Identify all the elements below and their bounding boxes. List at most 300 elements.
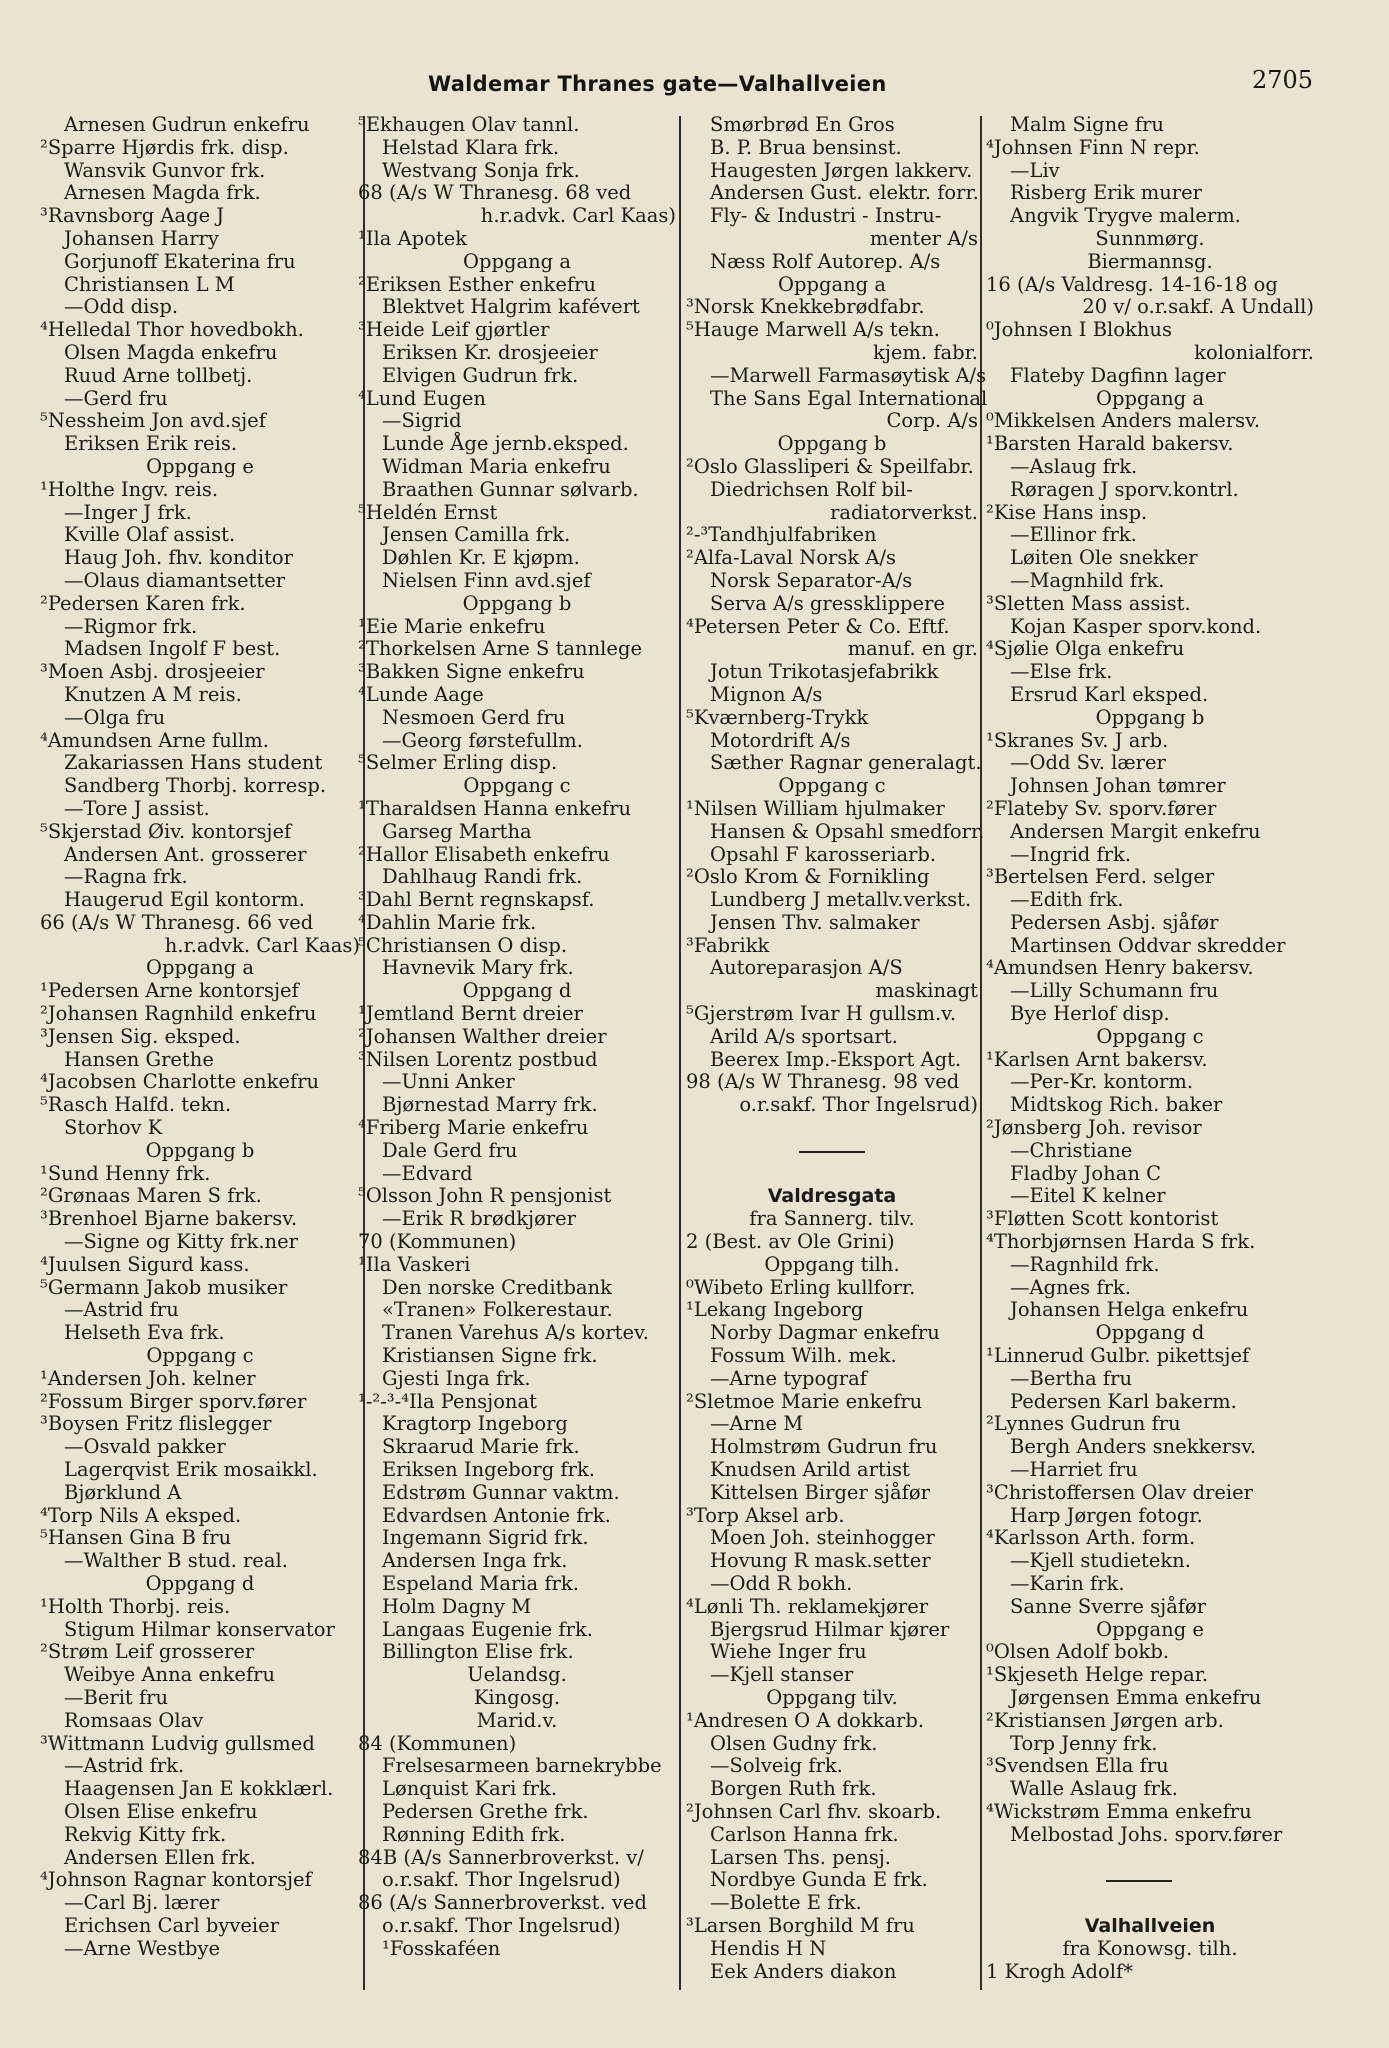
section-label: Marid.v. <box>476 1708 558 1732</box>
directory-entry: ⁵Germann Jakob musiker <box>40 1275 288 1299</box>
directory-entry: Pedersen Karl bakerm. <box>1010 1389 1237 1413</box>
directory-entry: Melbostad Johs. sporv.fører <box>1010 1822 1283 1846</box>
directory-entry: ²Sparre Hjørdis frk. disp. <box>40 135 289 159</box>
directory-entry: —Ellinor frk. <box>1010 523 1137 547</box>
directory-entry: ³Norsk Knekkebrødfabr. <box>686 295 925 319</box>
directory-entry: Angvik Trygve malerm. <box>1010 204 1241 228</box>
directory-entry: —Harriet fru <box>1010 1458 1138 1482</box>
directory-entry: ²Oslo Krom & Fornikling <box>686 865 930 889</box>
directory-entry: Johansen Helga enkefru <box>1010 1298 1249 1322</box>
directory-entry: Andersen Ellen frk. <box>64 1845 256 1869</box>
directory-entry: —Sigrid <box>382 409 462 433</box>
directory-entry: ³Svendsen Ella fru <box>986 1754 1169 1778</box>
directory-entry: 1 Krogh Adolf* <box>986 1959 1133 1983</box>
directory-entry: Torp Jenny frk. <box>1010 1731 1158 1755</box>
directory-entry: —Karin frk. <box>1010 1572 1125 1595</box>
directory-entry: Widman Maria enkefru <box>382 454 611 478</box>
directory-entry: B. P. Brua bensinst. <box>710 135 902 159</box>
directory-entry: ⁴Wickstrøm Emma enkefru <box>986 1799 1252 1823</box>
directory-entry: Langaas Eugenie frk. <box>382 1617 593 1641</box>
directory-entry: Johansen Harry <box>64 226 219 250</box>
directory-entry: Norsk Separator-A/s <box>710 568 913 592</box>
directory-entry: ¹Andersen Joh. kelner <box>40 1366 256 1390</box>
directory-entry: Larsen Ths. pensj. <box>710 1845 892 1869</box>
directory-entry: —Ragnhild frk. <box>1010 1252 1160 1276</box>
directory-entry: —Liv <box>1010 158 1060 182</box>
directory-entry: ¹Pedersen Arne kontorsjef <box>40 979 299 1003</box>
directory-entry: Flateby Dagfinn lager <box>1010 363 1226 387</box>
directory-entry: —Aslaug frk. <box>1010 454 1138 478</box>
section-label: Sunnmørg. <box>1095 226 1205 250</box>
directory-entry: Den norske Creditbank <box>382 1275 612 1299</box>
directory-entry: Bjørnestad Marry frk. <box>382 1093 598 1117</box>
directory-entry: Pedersen Grethe frk. <box>382 1799 589 1823</box>
directory-entry: Ersrud Karl eksped. <box>1010 682 1209 706</box>
directory-entry: ³Nilsen Lorentz postbud <box>358 1047 598 1071</box>
directory-entry: ¹Ila Vaskeri <box>358 1252 471 1276</box>
directory-entry: ⁴Karlsson Arth. form. <box>986 1526 1196 1550</box>
directory-entry: Olsen Magda enkefru <box>64 340 278 364</box>
section-divider <box>686 1140 978 1163</box>
section-label: Uelandsg. <box>467 1663 567 1687</box>
directory-entry: Beerex Imp.-Eksport Agt. <box>710 1047 962 1071</box>
section-label: Kingosg. <box>473 1685 561 1709</box>
directory-entry: ⁵Heldén Ernst <box>358 500 498 524</box>
directory-entry: Pedersen Asbj. sjåfør <box>1010 910 1219 934</box>
directory-entry: ¹Holth Thorbj. reis. <box>40 1594 231 1618</box>
directory-entry: ¹Skranes Sv. J arb. <box>986 728 1169 752</box>
directory-entry: ³Larsen Borghild M fru <box>686 1913 915 1937</box>
directory-entry: ²Jønsberg Joh. revisor <box>986 1116 1202 1140</box>
directory-entry: Andersen Gust. elektr. forr. <box>710 181 979 205</box>
directory-entry: ⁵Hansen Gina B fru <box>40 1526 232 1550</box>
directory-entry: Jensen Thv. salmaker <box>710 910 920 934</box>
directory-entry: ⁵Rasch Halfd. tekn. <box>40 1093 232 1117</box>
directory-entry: Romsaas Olav <box>64 1708 204 1732</box>
section-label: fra Konowsg. tilh. <box>1062 1936 1238 1960</box>
column-3 <box>686 113 988 1983</box>
directory-entry: ²Eriksen Esther enkefru <box>358 272 596 296</box>
directory-entry: ²‑³Tandhjulfabriken <box>686 523 877 547</box>
directory-entry: maskinagt <box>875 979 978 1003</box>
directory-entry: Arild A/s sportsart. <box>710 1024 898 1048</box>
directory-entry: —Olaus diamantsetter <box>64 568 286 592</box>
directory-entry: Diedrichsen Rolf bil- <box>710 477 913 501</box>
directory-entry: ³Bertelsen Ferd. selger <box>986 865 1215 889</box>
directory-entry: ¹Karlsen Arnt bakersv. <box>986 1047 1208 1071</box>
section-label: Oppgang d <box>145 1572 255 1595</box>
directory-entry: ⁴Lund Eugen <box>358 386 486 410</box>
directory-entry: Eriksen Kr. drosjeeier <box>382 340 598 364</box>
spacer <box>686 1163 978 1186</box>
page-header <box>0 66 1389 106</box>
directory-entry: Arnesen Gudrun enkefru <box>64 113 310 136</box>
directory-entry: ⁵Nessheim Jon avd.sjef <box>40 409 266 433</box>
directory-entry: 86 (A/s Sannerbroverkst. ved <box>358 1891 647 1915</box>
directory-entry: ³Dahl Bernt regnskapsf. <box>358 888 595 912</box>
column-divider <box>679 116 681 1990</box>
directory-entry: Rekvig Kitty frk. <box>64 1822 227 1846</box>
directory-entry: ⁴Thorbjørnsen Harda S frk. <box>986 1230 1256 1254</box>
directory-entry: 70 (Kommunen) <box>358 1230 517 1254</box>
section-label: Oppgang a <box>146 956 254 980</box>
directory-entry: ¹Eie Marie enkefru <box>358 614 546 638</box>
directory-entry: ³Moen Asbj. drosjeeier <box>40 660 265 684</box>
directory-entry: Skraarud Marie frk. <box>382 1435 580 1459</box>
directory-entry: Bergh Anders snekkersv. <box>1010 1435 1257 1459</box>
directory-entry: —Signe og Kitty frk.ner <box>64 1230 298 1254</box>
directory-entry: ²Johnsen Carl fhv. skoarb. <box>686 1799 942 1823</box>
directory-entry: —Astrid fru <box>64 1298 179 1322</box>
section-label: Oppgang d <box>1095 1321 1205 1345</box>
directory-entry: Carlson Hanna frk. <box>710 1822 899 1846</box>
directory-entry: Autoreparasjon A/S <box>710 956 903 980</box>
section-label: Oppgang c <box>1096 1024 1204 1048</box>
directory-entry: ⁴Johnson Ragnar kontorsjef <box>40 1868 312 1892</box>
directory-entry: ⁴Helledal Thor hovedbokh. <box>40 318 304 342</box>
section-label: Oppgang a <box>778 272 886 296</box>
directory-entry: —Agnes frk. <box>1010 1275 1131 1299</box>
section-label: Oppgang c <box>463 774 571 798</box>
directory-entry: ⁵Christiansen O disp. <box>358 933 568 957</box>
directory-entry: ⁵Ekhaugen Olav tannl. <box>358 113 580 136</box>
directory-entry: h.r.advk. Carl Kaas) <box>164 933 360 957</box>
directory-entry: ¹Lekang Ingeborg <box>686 1298 864 1322</box>
directory-entry: ²Sletmoe Marie enkefru <box>686 1389 923 1413</box>
directory-entry: Johnsen Johan tømrer <box>1010 774 1226 798</box>
section-label: Oppgang tilh. <box>764 1252 900 1276</box>
directory-entry: Braathen Gunnar sølvarb. <box>382 477 639 501</box>
directory-entry: —Ingrid frk. <box>1010 842 1132 866</box>
directory-entry: ³Sletten Mass assist. <box>986 591 1191 615</box>
section-label: fra Sannerg. tilv. <box>749 1207 915 1231</box>
directory-entry: ¹Tharaldsen Hanna enkefru <box>358 796 632 820</box>
directory-entry: ⁵Gjerstrøm Ivar H gullsm.v. <box>686 1002 957 1026</box>
directory-entry: Haugesten Jørgen lakkerv. <box>710 158 973 182</box>
directory-entry: ²Fossum Birger sporv.fører <box>40 1389 307 1413</box>
directory-entry: ¹Holthe Ingv. reis. <box>40 477 219 501</box>
directory-entry: —Georg førstefullm. <box>382 728 583 752</box>
directory-entry: Andersen Margit enkefru <box>1010 819 1261 843</box>
directory-entry: Helseth Eva frk. <box>64 1321 225 1345</box>
section-label: Oppgang c <box>146 1344 254 1368</box>
directory-entry: ²Grønaas Maren S frk. <box>40 1184 262 1208</box>
spacer <box>986 1892 1314 1915</box>
directory-entry: Jørgensen Emma enkefru <box>1010 1685 1262 1709</box>
directory-entry: —Tore J assist. <box>64 796 210 820</box>
directory-entry: Elvigen Gudrun frk. <box>382 363 579 387</box>
directory-entry: ²Lynnes Gudrun fru <box>986 1412 1181 1436</box>
directory-entry: Weibye Anna enkefru <box>64 1663 276 1687</box>
directory-entry: Madsen Ingolf F best. <box>64 637 281 661</box>
directory-entry: ³Christoffersen Olav dreier <box>986 1480 1253 1504</box>
directory-entry: Sæther Ragnar generalagt. <box>710 751 982 775</box>
directory-entry: 16 (A/s Valdresg. 14-16-18 og <box>986 272 1278 296</box>
directory-entry: —Gerd fru <box>64 386 168 410</box>
directory-entry: —Per-Kr. kontorm. <box>1010 1070 1194 1094</box>
directory-entry: —Walther B stud. real. <box>64 1549 288 1573</box>
directory-entry: ¹‑²‑³‑⁴Ila Pensjonat <box>358 1389 537 1413</box>
directory-entry: Lagerqvist Erik mosaikkl. <box>64 1458 318 1482</box>
directory-entry: Bjergsrud Hilmar kjører <box>710 1617 950 1641</box>
directory-entry: —Arne Westbye <box>64 1936 221 1960</box>
directory-entry: ³Torp Aksel arb. <box>686 1503 845 1527</box>
directory-entry: ³Fabrikk <box>686 933 770 957</box>
directory-entry: Lundberg J metallv.verkst. <box>710 888 972 912</box>
directory-entry: —Olga fru <box>64 705 166 729</box>
directory-entry: Wansvik Gunvor frk. <box>64 158 266 182</box>
directory-entry: Nordbye Gunda E frk. <box>710 1868 928 1892</box>
directory-entry: —Odd disp. <box>64 295 179 319</box>
column-1 <box>40 114 360 1961</box>
directory-entry: Andersen Inga frk. <box>382 1549 568 1573</box>
directory-entry: —Ragna frk. <box>64 865 188 889</box>
directory-entry: ¹Barsten Harald bakersv. <box>986 432 1234 456</box>
directory-entry: —Edith frk. <box>1010 888 1124 912</box>
directory-entry: The Sans Egal International <box>710 386 988 410</box>
directory-entry: —Erik R brødkjører <box>382 1207 577 1231</box>
directory-entry: Løiten Ole snekker <box>1010 546 1198 570</box>
directory-entry: ⁴Dahlin Marie frk. <box>358 910 537 934</box>
directory-entry: —Lilly Schumann fru <box>1010 979 1219 1003</box>
directory-entry: ³Heide Leif gjørtler <box>358 318 550 342</box>
directory-entry: o.r.sakf. Thor Ingelsrud) <box>739 1093 978 1117</box>
directory-entry: Eriksen Ingeborg frk. <box>382 1458 595 1482</box>
directory-entry: ²Alfa-Laval Norsk A/s <box>686 546 897 570</box>
directory-entry: Martinsen Oddvar skredder <box>1010 933 1286 957</box>
street-heading: Valdresgata <box>767 1185 897 1208</box>
directory-entry: —Odd Sv. lærer <box>1010 751 1166 775</box>
directory-entry: Eek Anders diakon <box>710 1959 897 1983</box>
directory-entry: ⁴Juulsen Sigurd kass. <box>40 1252 250 1276</box>
directory-entry: Walle Aslaug frk. <box>1010 1777 1178 1801</box>
directory-entry: ²Flateby Sv. sporv.fører <box>986 796 1217 820</box>
directory-entry: kolonialforr. <box>1194 340 1314 364</box>
directory-entry: Olsen Elise enkefru <box>64 1799 258 1823</box>
section-label: Oppgang a <box>463 249 571 273</box>
street-heading: Valhallveien <box>1084 1914 1216 1937</box>
directory-entry: Røragen J sporv.kontrl. <box>1010 477 1239 501</box>
directory-entry: ¹Nilsen William hjulmaker <box>686 796 945 820</box>
directory-entry: ⁵Kværnberg-Trykk <box>686 705 869 729</box>
directory-entry: Kville Olaf assist. <box>64 523 236 547</box>
directory-entry: Olsen Gudny frk. <box>710 1731 878 1755</box>
directory-entry: —Odd R bokh. <box>710 1572 853 1595</box>
directory-entry: ⁴Jacobsen Charlotte enkefru <box>40 1070 320 1094</box>
directory-entry: —Bolette E frk. <box>710 1891 862 1915</box>
column-4 <box>986 114 1314 1983</box>
directory-entry: Serva A/s gressklippere <box>710 591 945 615</box>
directory-entry: o.r.sakf. Thor Ingelsrud) <box>382 1913 621 1937</box>
directory-entry: Fossum Wilh. mek. <box>710 1344 897 1368</box>
section-label: Oppgang a <box>1096 386 1204 410</box>
directory-entry: ⁰Olsen Adolf bokb. <box>986 1640 1170 1664</box>
directory-entry: Harp Jørgen fotogr. <box>1010 1503 1203 1527</box>
directory-entry: Ingemann Sigrid frk. <box>382 1526 589 1550</box>
directory-entry: Hansen & Opsahl smedforr. <box>710 819 985 843</box>
directory-entry: —Eitel K kelner <box>1010 1184 1166 1208</box>
directory-entry: Haug Joh. fhv. konditor <box>64 546 293 570</box>
directory-entry: h.r.advk. Carl Kaas) <box>480 204 676 228</box>
directory-entry: 98 (A/s W Thranesg. 98 ved <box>686 1070 960 1094</box>
directory-entry: —Else frk. <box>1010 660 1113 684</box>
directory-entry: ⁴Torp Nils A eksped. <box>40 1503 242 1527</box>
directory-entry: Kojan Kasper sporv.kond. <box>1010 614 1262 638</box>
directory-entry: Hovung R mask.setter <box>710 1549 931 1573</box>
directory-entry: Erichsen Carl byveier <box>64 1913 280 1937</box>
directory-entry: ⁴Sjølie Olga enkefru <box>986 637 1185 661</box>
directory-entry: —Solveig frk. <box>710 1754 843 1778</box>
directory-entry: «Tranen» Folkerestaur. <box>382 1298 613 1322</box>
directory-entry: 84 (Kommunen) <box>358 1731 517 1755</box>
directory-entry: ¹Linnerud Gulbr. pikettsjef <box>986 1344 1250 1368</box>
directory-entry: Holm Dagny M <box>382 1594 532 1618</box>
section-divider <box>986 1869 1314 1892</box>
directory-entry: Jotun Trikotasjefabrikk <box>710 660 939 684</box>
directory-entry: menter A/s <box>869 226 978 250</box>
directory-entry: Wiehe Inger fru <box>710 1640 867 1664</box>
directory-entry: manuf. en gr. <box>847 637 978 661</box>
directory-entry: ⁴Petersen Peter & Co. Eftf. <box>686 614 950 638</box>
directory-entry: ⁵Skjerstad Øiv. kontorsjef <box>40 819 292 843</box>
directory-entry: —Bertha fru <box>1010 1366 1133 1390</box>
directory-entry: Malm Signe fru <box>1010 113 1164 136</box>
directory-entry: ²Kise Hans insp. <box>986 500 1148 524</box>
directory-entry: Smørbrød En Gros <box>710 113 895 136</box>
directory-entry: Borgen Ruth frk. <box>710 1777 877 1801</box>
directory-entry: Knudsen Arild artist <box>710 1458 910 1482</box>
directory-entry: —Carl Bj. lærer <box>64 1891 220 1915</box>
directory-entry: ²Thorkelsen Arne S tannlege <box>358 637 642 661</box>
directory-entry: Motordrift A/s <box>710 728 851 752</box>
directory-entry: ¹Sund Henny frk. <box>40 1161 211 1185</box>
directory-entry: Fladby Johan C <box>1010 1161 1161 1185</box>
directory-entry: Fly- & Industri - Instru- <box>710 204 942 228</box>
directory-entry: Bye Herlof disp. <box>1010 1002 1170 1026</box>
directory-entry: ²Strøm Leif grosserer <box>40 1640 255 1664</box>
directory-entry: 2 (Best. av Ole Grini) <box>686 1230 895 1254</box>
directory-entry: Arnesen Magda frk. <box>64 181 261 205</box>
directory-entry: Midtskog Rich. baker <box>1010 1093 1223 1117</box>
directory-entry: —Magnhild frk. <box>1010 568 1165 592</box>
directory-entry: ⁵Hauge Marwell A/s tekn. <box>686 318 940 342</box>
directory-entry: Storhov K <box>64 1116 163 1140</box>
directory-entry: Stigum Hilmar konservator <box>64 1617 335 1641</box>
directory-entry: Gorjunoff Ekaterina fru <box>64 249 296 273</box>
directory-entry: —Rigmor frk. <box>64 614 198 638</box>
directory-entry: Kittelsen Birger sjåfør <box>710 1480 930 1504</box>
directory-entry: ⁴Johnsen Finn N repr. <box>986 135 1200 159</box>
directory-entry: —Arne typograf <box>710 1366 867 1390</box>
spacer <box>686 1117 978 1140</box>
directory-entry: Lunde Åge jernb.eksped. <box>382 432 629 456</box>
directory-entry: Knutzen A M reis. <box>64 682 242 706</box>
section-label: Oppgang b <box>462 591 572 615</box>
directory-entry: —Arne M <box>710 1412 804 1436</box>
directory-entry: ¹Skjeseth Helge repar. <box>986 1663 1209 1687</box>
directory-entry: ²Oslo Glassliperi & Speilfabr. <box>686 454 974 478</box>
directory-entry: Espeland Maria frk. <box>382 1572 579 1595</box>
directory-entry: —Kjell stanser <box>710 1663 854 1687</box>
section-label: Oppgang c <box>778 774 886 798</box>
directory-entry: ⁴Amundsen Arne fullm. <box>40 728 269 752</box>
directory-entry: ⁰Wibeto Erling kullforr. <box>686 1275 916 1299</box>
directory-entry: Westvang Sonja frk. <box>382 158 580 182</box>
section-label: Oppgang b <box>777 432 887 456</box>
directory-entry: Gjesti Inga frk. <box>382 1366 531 1390</box>
directory-entry: ²Johansen Ragnhild enkefru <box>40 1002 317 1026</box>
directory-entry: Risberg Erik murer <box>1010 181 1202 205</box>
directory-entry: Sandberg Thorbj. korresp. <box>64 774 327 798</box>
directory-entry: —Inger J frk. <box>64 500 192 524</box>
directory-entry: ³Bakken Signe enkefru <box>358 660 585 684</box>
page-number: 2705 <box>1252 66 1314 94</box>
directory-entry: Havnevik Mary frk. <box>382 956 574 980</box>
directory-entry: Næss Rolf Autorep. A/s <box>710 249 941 273</box>
directory-entry: Holmstrøm Gudrun fru <box>710 1435 938 1459</box>
directory-entry: 66 (A/s W Thranesg. 66 ved <box>40 910 314 934</box>
directory-entry: ³Boysen Fritz flislegger <box>40 1412 272 1436</box>
directory-entry: Hendis H N <box>710 1936 827 1960</box>
directory-entry: Garseg Martha <box>382 819 532 843</box>
directory-entry: Kristiansen Signe frk. <box>382 1344 598 1368</box>
directory-entry: o.r.sakf. Thor Ingelsrud) <box>382 1868 621 1892</box>
directory-entry: 20 v/ o.r.sakf. A Undall) <box>1082 295 1314 319</box>
section-label: Oppgang b <box>145 1138 255 1162</box>
section-label: Oppgang e <box>1096 1617 1204 1641</box>
directory-entry: Mignon A/s <box>710 682 823 706</box>
directory-entry: Blektvet Halgrim kafévert <box>382 295 640 319</box>
directory-entry: radiatorverkst. <box>830 500 978 524</box>
directory-entry: Haagensen Jan E kokklærl. <box>64 1777 334 1801</box>
directory-entry: Hansen Grethe <box>64 1047 214 1071</box>
column-2 <box>358 114 676 1961</box>
directory-entry: ³Ravnsborg Aage J <box>40 204 225 228</box>
directory-entry: Ruud Arne tollbetj. <box>64 363 253 387</box>
directory-entry: Bjørklund A <box>64 1480 182 1504</box>
directory-entry: ⁴Friberg Marie enkefru <box>358 1116 589 1140</box>
directory-entry: ³Fløtten Scott kontorist <box>986 1207 1219 1231</box>
directory-entry: —Christiane <box>1010 1138 1133 1162</box>
section-label: Oppgang b <box>1095 705 1205 729</box>
section-label: Biermannsg. <box>1087 249 1213 273</box>
directory-entry: Opsahl F karosseriarb. <box>710 842 937 866</box>
directory-entry: Dahlhaug Randi frk. <box>382 865 583 889</box>
directory-entry: ⁴Lunde Aage <box>358 682 484 706</box>
directory-entry: —Astrid frk. <box>64 1754 185 1778</box>
directory-entry: ¹Jemtland Bernt dreier <box>358 1002 583 1026</box>
directory-entry: —Edvard <box>382 1161 473 1185</box>
spacer <box>986 1847 1314 1870</box>
directory-entry: Nielsen Finn avd.sjef <box>382 568 591 592</box>
directory-entry: 68 (A/s W Thranesg. 68 ved <box>358 181 632 205</box>
directory-entry: Lønquist Kari frk. <box>382 1777 558 1801</box>
directory-entry: ⁵Olsson John R pensjonist <box>358 1184 612 1208</box>
directory-entry: ⁵Selmer Erling disp. <box>358 751 558 775</box>
directory-entry: —Kjell studietekn. <box>1010 1549 1191 1573</box>
directory-entry: ²Kristiansen Jørgen arb. <box>986 1708 1224 1732</box>
directory-entry: ²Johansen Walther dreier <box>358 1024 607 1048</box>
section-label: Oppgang tilv. <box>766 1685 898 1709</box>
directory-entry: Edvardsen Antonie frk. <box>382 1503 611 1527</box>
directory-entry: ¹Ila Apotek <box>358 226 468 250</box>
directory-entry: ²Pedersen Karen frk. <box>40 591 246 615</box>
section-label: Oppgang e <box>146 454 254 478</box>
directory-entry: Jensen Camilla frk. <box>382 523 571 547</box>
directory-entry: Eriksen Erik reis. <box>64 432 238 456</box>
directory-entry: —Unni Anker <box>382 1070 515 1094</box>
page-title: Waldemar Thranes gate—Valhallveien <box>428 72 887 96</box>
